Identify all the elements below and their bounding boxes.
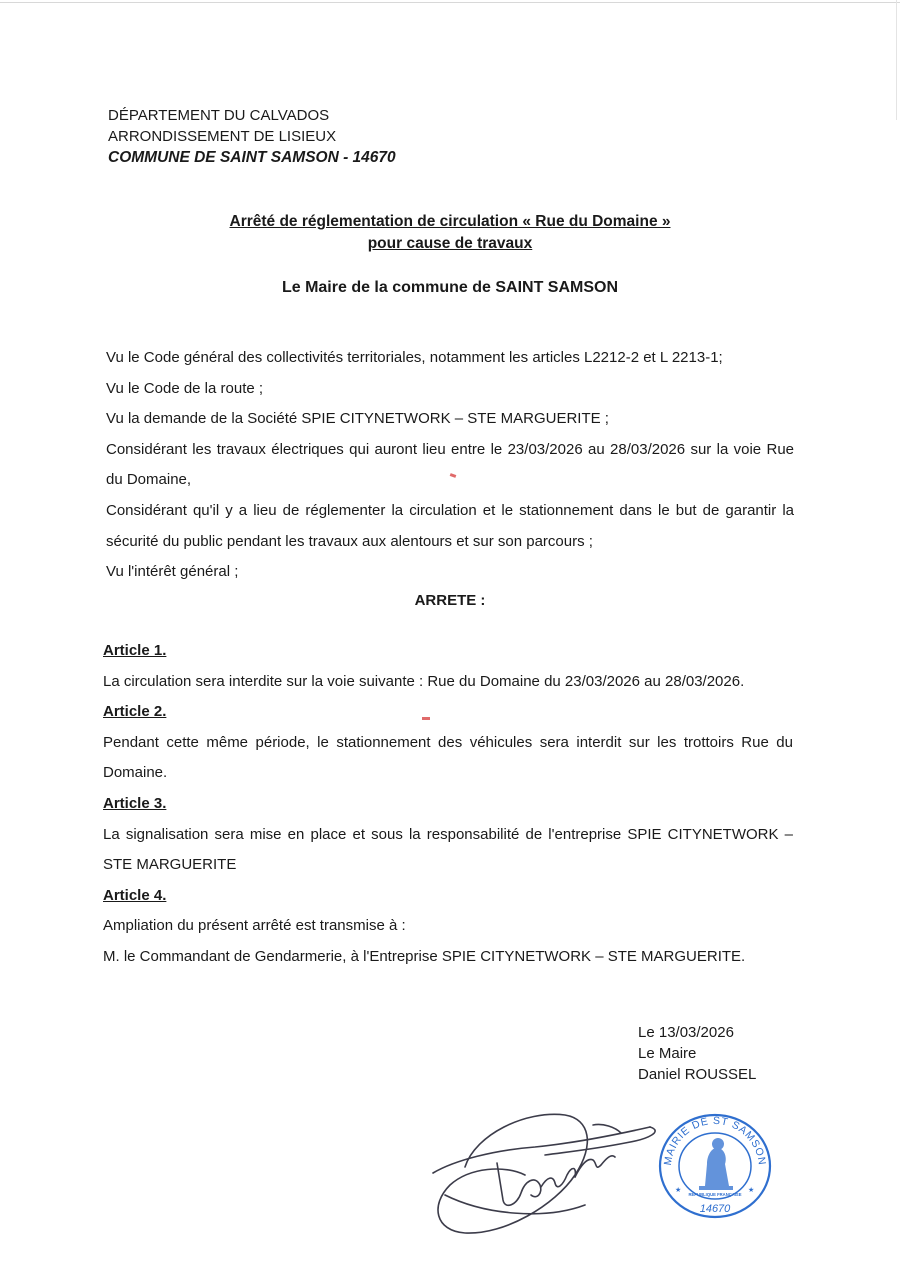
arrete-heading: ARRETE : — [414, 592, 486, 609]
article-text: M. le Commandant de Gendarmerie, à l'Entreprise SPIE CITYNETWORK – STE MARGUERITE. — [103, 947, 746, 965]
consideration-item: Considérant les travaux électriques qui auront lieu entre le 23/03/2026 au 28/03/2026 sur la voie Rue du Domaine, — [106, 440, 794, 489]
document-title — [0, 211, 900, 255]
article-heading: Article 4. — [103, 886, 167, 904]
signature-date: Le 13/03/2026 — [638, 1024, 734, 1041]
articles-block — [103, 636, 793, 973]
consideration-item: Vu le Code de la route ; — [106, 379, 264, 397]
consideration-item: Vu l'intérêt général ; — [106, 563, 239, 581]
seal-star-left-icon: ★ — [675, 1186, 682, 1194]
consideration-item: Considérant qu'il y a lieu de réglementer la circulation et le stationnement dans le but de garantir la sécurité du public pendant les travaux aux alentours et sur son parcours ; — [106, 501, 794, 550]
seal-ribbon-text: RÉPUBLIQUE FRANÇAISE — [688, 1192, 742, 1197]
mayor-heading: Le Maire de la commune de SAINT SAMSON — [281, 279, 619, 296]
scan-red-mark — [422, 717, 430, 720]
handwritten-signature — [425, 1105, 665, 1245]
scan-top-edge — [0, 2, 900, 3]
article-heading: Article 2. — [103, 703, 167, 721]
consideration-item: Vu la demande de la Société SPIE CITYNETWORK – STE MARGUERITE ; — [106, 410, 609, 428]
arrondissement-line: ARRONDISSEMENT DE LISIEUX — [108, 128, 337, 145]
article-heading: Article 3. — [103, 794, 167, 812]
title-line-2: pour cause de travaux — [367, 235, 533, 252]
seal-postcode: 14670 — [699, 1203, 731, 1215]
municipal-seal — [655, 1108, 775, 1220]
signature-role: Le Maire — [638, 1045, 697, 1062]
seal-marianne-emblem — [699, 1138, 733, 1190]
signature-strokes — [433, 1114, 655, 1233]
considerations-block — [106, 343, 794, 588]
article-text: La circulation sera interdite sur la voie suivante : Rue du Domaine du 23/03/2026 au 28/03/2026. — [103, 672, 745, 690]
seal-star-right-icon: ★ — [748, 1186, 755, 1194]
article-heading: Article 1. — [103, 642, 167, 659]
letterhead — [108, 105, 396, 168]
department-line: DÉPARTEMENT DU CALVADOS — [108, 107, 330, 124]
article-text: La signalisation sera mise en place et sous la responsabilité de l'entreprise SPIE CITYNETWORK – STE MARGUERITE — [103, 825, 793, 874]
consideration-item: Vu le Code général des collectivités territoriales, notamment les articles L2212-2 et L 2213-1; — [106, 349, 723, 366]
title-line-1: Arrêté de réglementation de circulation « Rue du Domaine » — [229, 213, 671, 230]
seal-top-text: MAIRIE DE ST SAMSON — [661, 1114, 769, 1167]
signature-block — [638, 1022, 756, 1085]
signature-name: Daniel ROUSSEL — [638, 1066, 757, 1083]
article-text: Ampliation du présent arrêté est transmise à : — [103, 917, 406, 935]
article-text: Pendant cette même période, le stationnement des véhicules sera interdit sur les trottoirs Rue du Domaine. — [103, 733, 793, 782]
scan-right-edge — [896, 0, 897, 120]
commune-line: COMMUNE DE SAINT SAMSON - 14670 — [108, 149, 396, 166]
